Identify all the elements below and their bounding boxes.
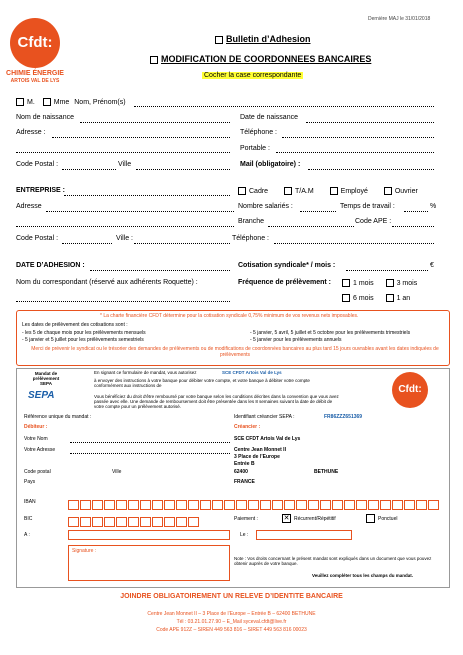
ent-adresse-field-2[interactable] [16,226,234,227]
le-label: Le : [240,532,249,538]
checkbox-1-an[interactable] [386,294,394,302]
votre-adresse-label: Votre Adresse [24,447,56,453]
last-update: Dernière MAJ le 31/01/2018 [368,16,431,22]
nombre-salaries-label: Nombre salariés : [238,203,293,210]
temps-travail-field[interactable] [404,211,428,212]
nombre-salaries-field[interactable] [300,211,336,212]
creancier-ville: BETHUNE [314,469,339,475]
cotisation-label: Cotisation syndicale* / mois : [238,262,336,269]
checkbox-recurrent[interactable]: ✕ [283,515,290,522]
sepa-creditor-name: SCE CFDT Artois Val de Lys [222,370,282,375]
entreprise-label: ENTREPRISE : [16,187,66,194]
date-adhesion-label: DATE D’ADHESION : [16,262,85,269]
ent-ville-label: Ville : [116,235,133,242]
le-field[interactable] [256,530,352,540]
ent-telephone-field[interactable] [274,243,434,244]
sepa-ics-label: Identifiant créancier SEPA : [234,414,295,420]
sepa-ics: FR86ZZZ651369 [324,414,363,420]
logo-subtitle-2: ARTOIS VAL DE LYS [10,78,60,84]
sepa-ref-label: Référence unique du mandat : [24,414,92,420]
iban-boxes[interactable] [68,497,440,515]
creancier-nom: SCE CFDT Artois Val de Lys [234,436,301,442]
categorie-row: Cadre T/A.M Employé Ouvrier [238,187,418,195]
footer-line-3: Code APE 912Z – SIREN 449 563 816 – SIRET 449 563 816 00023 [156,627,307,633]
branche-label: Branche [238,218,265,225]
frequence-label: Fréquence de prélèvement : [238,279,331,286]
code-ape-field[interactable] [392,226,434,227]
nom-prenom-field[interactable] [134,106,434,107]
date-naissance-label: Date de naissance [240,114,298,121]
debiteur-label: Débiteur : [24,424,48,430]
bic-label: BIC [24,516,33,522]
pct-label: % [430,203,437,210]
correspondant-label: Nom du correspondant (réservé aux adhérents Roquette) : [16,279,198,286]
dates-line-1a: - les 5 de chaque mois pour les prélèvements mensuels [22,330,146,336]
charte-text: * La charte financière CFDT détermine pour la cotisation syndicale 0,75% minimum de vos revenus nets imposables. [100,313,359,319]
correspondant-field[interactable] [16,301,230,302]
sepa-cp-label: Code postal [24,469,51,475]
portable-field[interactable] [276,152,434,153]
checkbox-ouvrier[interactable] [384,187,392,195]
ville-field[interactable] [136,169,230,170]
paiement-label: Paiement : [234,516,258,522]
adresse-field[interactable] [52,137,230,138]
date-adhesion-field[interactable] [90,270,230,271]
code-postal-field[interactable] [62,169,116,170]
nom-prenom-label: Nom, Prénom(s) [74,98,126,106]
dates-line-2b: - 5 janvier pour les prélèvements annuels [250,337,342,343]
checkbox-m[interactable] [16,98,24,106]
adresse-label: Adresse : [16,129,46,136]
ent-ville-field[interactable] [134,243,230,244]
sepa-note: Note : Vos droits concernant le présent mandat sont expliqués dans un document que vous pouvez obtenir auprès de votre banque. [234,556,432,566]
checkbox-modification[interactable] [150,56,158,64]
dates-line-1b: - 5 janvier, 5 avril, 5 juillet et 5 octobre pour les prélèvements trimestriels [250,330,411,336]
checkbox-6-mois[interactable] [342,294,350,302]
creancier-pays: FRANCE [234,479,255,485]
creancier-adr1: Centre Jean Monnet II [234,447,286,453]
checkbox-employe[interactable] [330,187,338,195]
checkbox-3-mois[interactable] [386,279,394,287]
ent-cp-label: Code Postal : [16,235,59,242]
paiement-recurrent[interactable]: ✕ Récurrent/Répétitif [283,515,336,522]
votre-adresse-field[interactable] [70,453,230,454]
sepa-text3: Vous bénéficiez du droit d'être remboursé par votre banque selon les conditions décrites dans la convention que vous avez passée avec elle. Une demande de remboursement doit être présentée dans les 8 semaines suivant la date de débit de votre compte pour un prélèvement autorisé. [94,394,339,409]
checkbox-cadre[interactable] [238,187,246,195]
title-adhesion: Bulletin d’Adhesion [215,34,311,44]
dates-title: Les dates de prélèvement des cotisations sont : [22,322,128,328]
cfdt-logo: Cfdt: [10,18,60,68]
cotisation-field[interactable] [346,270,428,271]
telephone-field[interactable] [282,137,434,138]
nom-naissance-field[interactable] [80,122,230,123]
checkbox-tam[interactable] [284,187,292,195]
date-naissance-field[interactable] [306,122,434,123]
votre-nom-label: Votre Nom [24,436,48,442]
sepa-cfdt-logo: Cfdt: [392,372,428,408]
joindre-rib: JOINDRE OBLIGATOIREMENT UN RELEVE D’IDENTITE BANCAIRE [120,593,343,600]
sepa-ville-label: Ville [112,469,122,475]
sepa-logo: SEPA [28,390,55,401]
freq-row-1: 1 mois 3 mois [342,279,417,287]
creancier-adr2: 3 Place de l’Europe [234,454,280,460]
mail-field[interactable] [308,169,434,170]
entreprise-field[interactable] [64,195,230,196]
portable-label: Portable : [240,145,270,152]
signature-label: Signature : [72,548,97,554]
freq-row-2: 6 mois 1 an [342,294,410,302]
adresse-field-2[interactable] [16,152,230,153]
nom-naissance-label: Nom de naissance [16,114,74,121]
sepa-mandat-title: Mandat de prélèvement SEPA [32,371,60,386]
iban-label: IBAN [24,499,36,505]
mail-label: Mail (obligatoire) : [240,161,301,168]
ent-cp-field[interactable] [62,243,112,244]
a-field[interactable] [68,530,230,540]
checkbox-ponctuel[interactable] [366,514,375,523]
merci-text: Merci de prévenir le syndicat ou le trésorier des demandes de prélèvements ou de modifications de coordonnées bancaires au plus tard 15 jours ouvrables avant les dates indiquées de prélèvements [31,346,439,358]
checkbox-mme[interactable] [43,98,51,106]
civility-row: M. Mme Nom, Prénom(s) [16,98,126,106]
logo-subtitle-1: CHIMIE ÉNERGIE [6,70,64,77]
ent-adresse-field[interactable] [46,211,234,212]
ent-telephone-label: Téléphone : [232,235,269,242]
sepa-completer: Veuillez compléter tous les champs du mandat. [312,573,414,578]
title-modification: MODIFICATION DE COORDONNEES BANCAIRES [150,54,371,64]
ent-adresse-label: Adresse [16,203,42,210]
sepa-text1: En signant ce formulaire de mandat, vous autorisez [94,370,197,375]
temps-travail-label: Temps de travail : [340,203,395,210]
votre-nom-field[interactable] [70,442,230,443]
creancier-adr3: Entrée B [234,461,255,467]
sepa-text2: à envoyer des instructions à votre banque pour débiter votre compte, et votre banque à débiter votre compte conformément aux instructions de [94,378,310,388]
code-postal-label: Code Postal : [16,161,59,168]
euro-label: € [430,262,434,269]
sepa-pays-label: Pays [24,479,36,485]
telephone-label: Téléphone : [240,129,277,136]
dates-line-2a: - 5 janvier et 5 juillet pour les prélèvements semestriels [22,337,144,343]
creancier-cp: 62400 [234,469,248,475]
footer-line-2: Tél : 03.21.01.27.90 – E_Mail syceval.cfdt@live.fr [176,619,287,625]
check-hint: Cocher la case correspondante [204,72,302,79]
checkbox-1-mois[interactable] [342,279,350,287]
a-label: A : [24,532,30,538]
signature-box[interactable] [68,545,230,581]
footer-line-1: Centre Jean Monnet II – 3 Place de l’Europe – Entrée B – 62400 BETHUNE [147,611,316,617]
branche-field[interactable] [268,226,354,227]
creancier-label: Créancier : [234,424,261,430]
code-ape-label: Code APE : [355,218,392,225]
checkbox-adhesion[interactable] [215,36,223,44]
paiement-ponctuel[interactable]: Ponctuel [366,514,397,523]
ville-label: Ville [118,161,132,168]
